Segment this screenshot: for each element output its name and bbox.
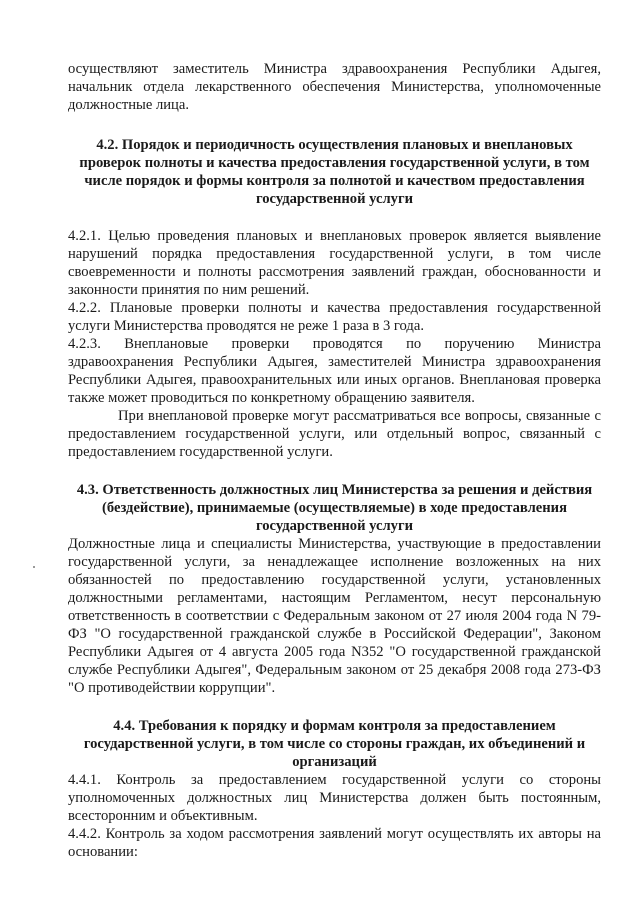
document-body [68, 60, 601, 861]
paragraph-unscheduled-check: При внеплановой проверке могут рассматриваться все вопросы, связанные с предоставлением государственной услуги, или отдельный вопрос, связанный с предоставлением государственной услуги. [68, 408, 601, 460]
paragraph-4-3: Должностные лица и специалисты Министерства, участвующие в предоставлении государственной услуги, за ненадлежащее исполнение возложенных на них обязанностей по предоставлению государственной услуги, установленных должностными регламентами, настоящим Регламентом, несут персональную ответственность в соответствии с Федеральным законом от 27 июля 2004 года N 79-ФЗ "О государственной гражданской службе в Российской Федерации", Законом Республики Адыгея от 4 августа 2005 года N352 "О государственной гражданской службе Республики Адыгея", Федеральным законом от 25 декабря 2008 года 273-ФЗ "О противодействии коррупции". [68, 536, 601, 696]
section-4-4-heading: 4.4. Требования к порядку и формам контроля за предоставлением государственной услуги, в том числе со стороны граждан, их объединений и организаций [83, 718, 586, 770]
paragraph-4-2-2: 4.2.2. Плановые проверки полноты и качества предоставления государственной услуги Министерства проводятся не реже 1 раза в 3 года. [68, 300, 601, 334]
paragraph-4-4-2: 4.4.2. Контроль за ходом рассмотрения заявлений могут осуществлять их авторы на основании: [68, 826, 601, 860]
paragraph-4-2-3: здравоохранения Республики Адыгея, заместителей Министра здравоохранения Республики Адыгея, правоохранительных или иных органов. Внеплановая проверка также может проводиться по конкретному обращению заявителя. [68, 354, 601, 406]
intro-paragraph: осуществляют заместитель Министра здравоохранения Республики Адыгея, начальник отдела лекарственного обеспечения Министерства, уполномоченные должностные лица. [68, 61, 601, 113]
paragraph-4-2-3-first-line: 4.2.3. Внеплановые проверки проводятся по поручению Министра [68, 336, 601, 352]
scan-speck [33, 566, 35, 568]
paragraph-4-4-1: 4.4.1. Контроль за предоставлением государственной услуги со стороны уполномоченных должностных лиц Министерства должен быть постоянным, всесторонним и объективным. [68, 772, 601, 824]
section-4-2-heading: 4.2. Порядок и периодичность осуществления плановых и внеплановых проверок полноты и качества предоставления государственной услуги, в том числе порядок и формы контроля за полнотой и качеством предоставления государственной услуги [79, 137, 590, 207]
section-4-3-heading: 4.3. Ответственность должностных лиц Министерства за решения и действия (бездействие), принимаемые (осуществляемые) в ходе предоставления государственной услуги [76, 482, 593, 534]
paragraph-4-2-1: 4.2.1. Целью проведения плановых и внеплановых проверок является выявление нарушений порядка предоставления государственной услуги, в том числе своевременности и полноты рассмотрения заявлений граждан, обоснованности и законности принятия по ним решений. [68, 228, 601, 298]
